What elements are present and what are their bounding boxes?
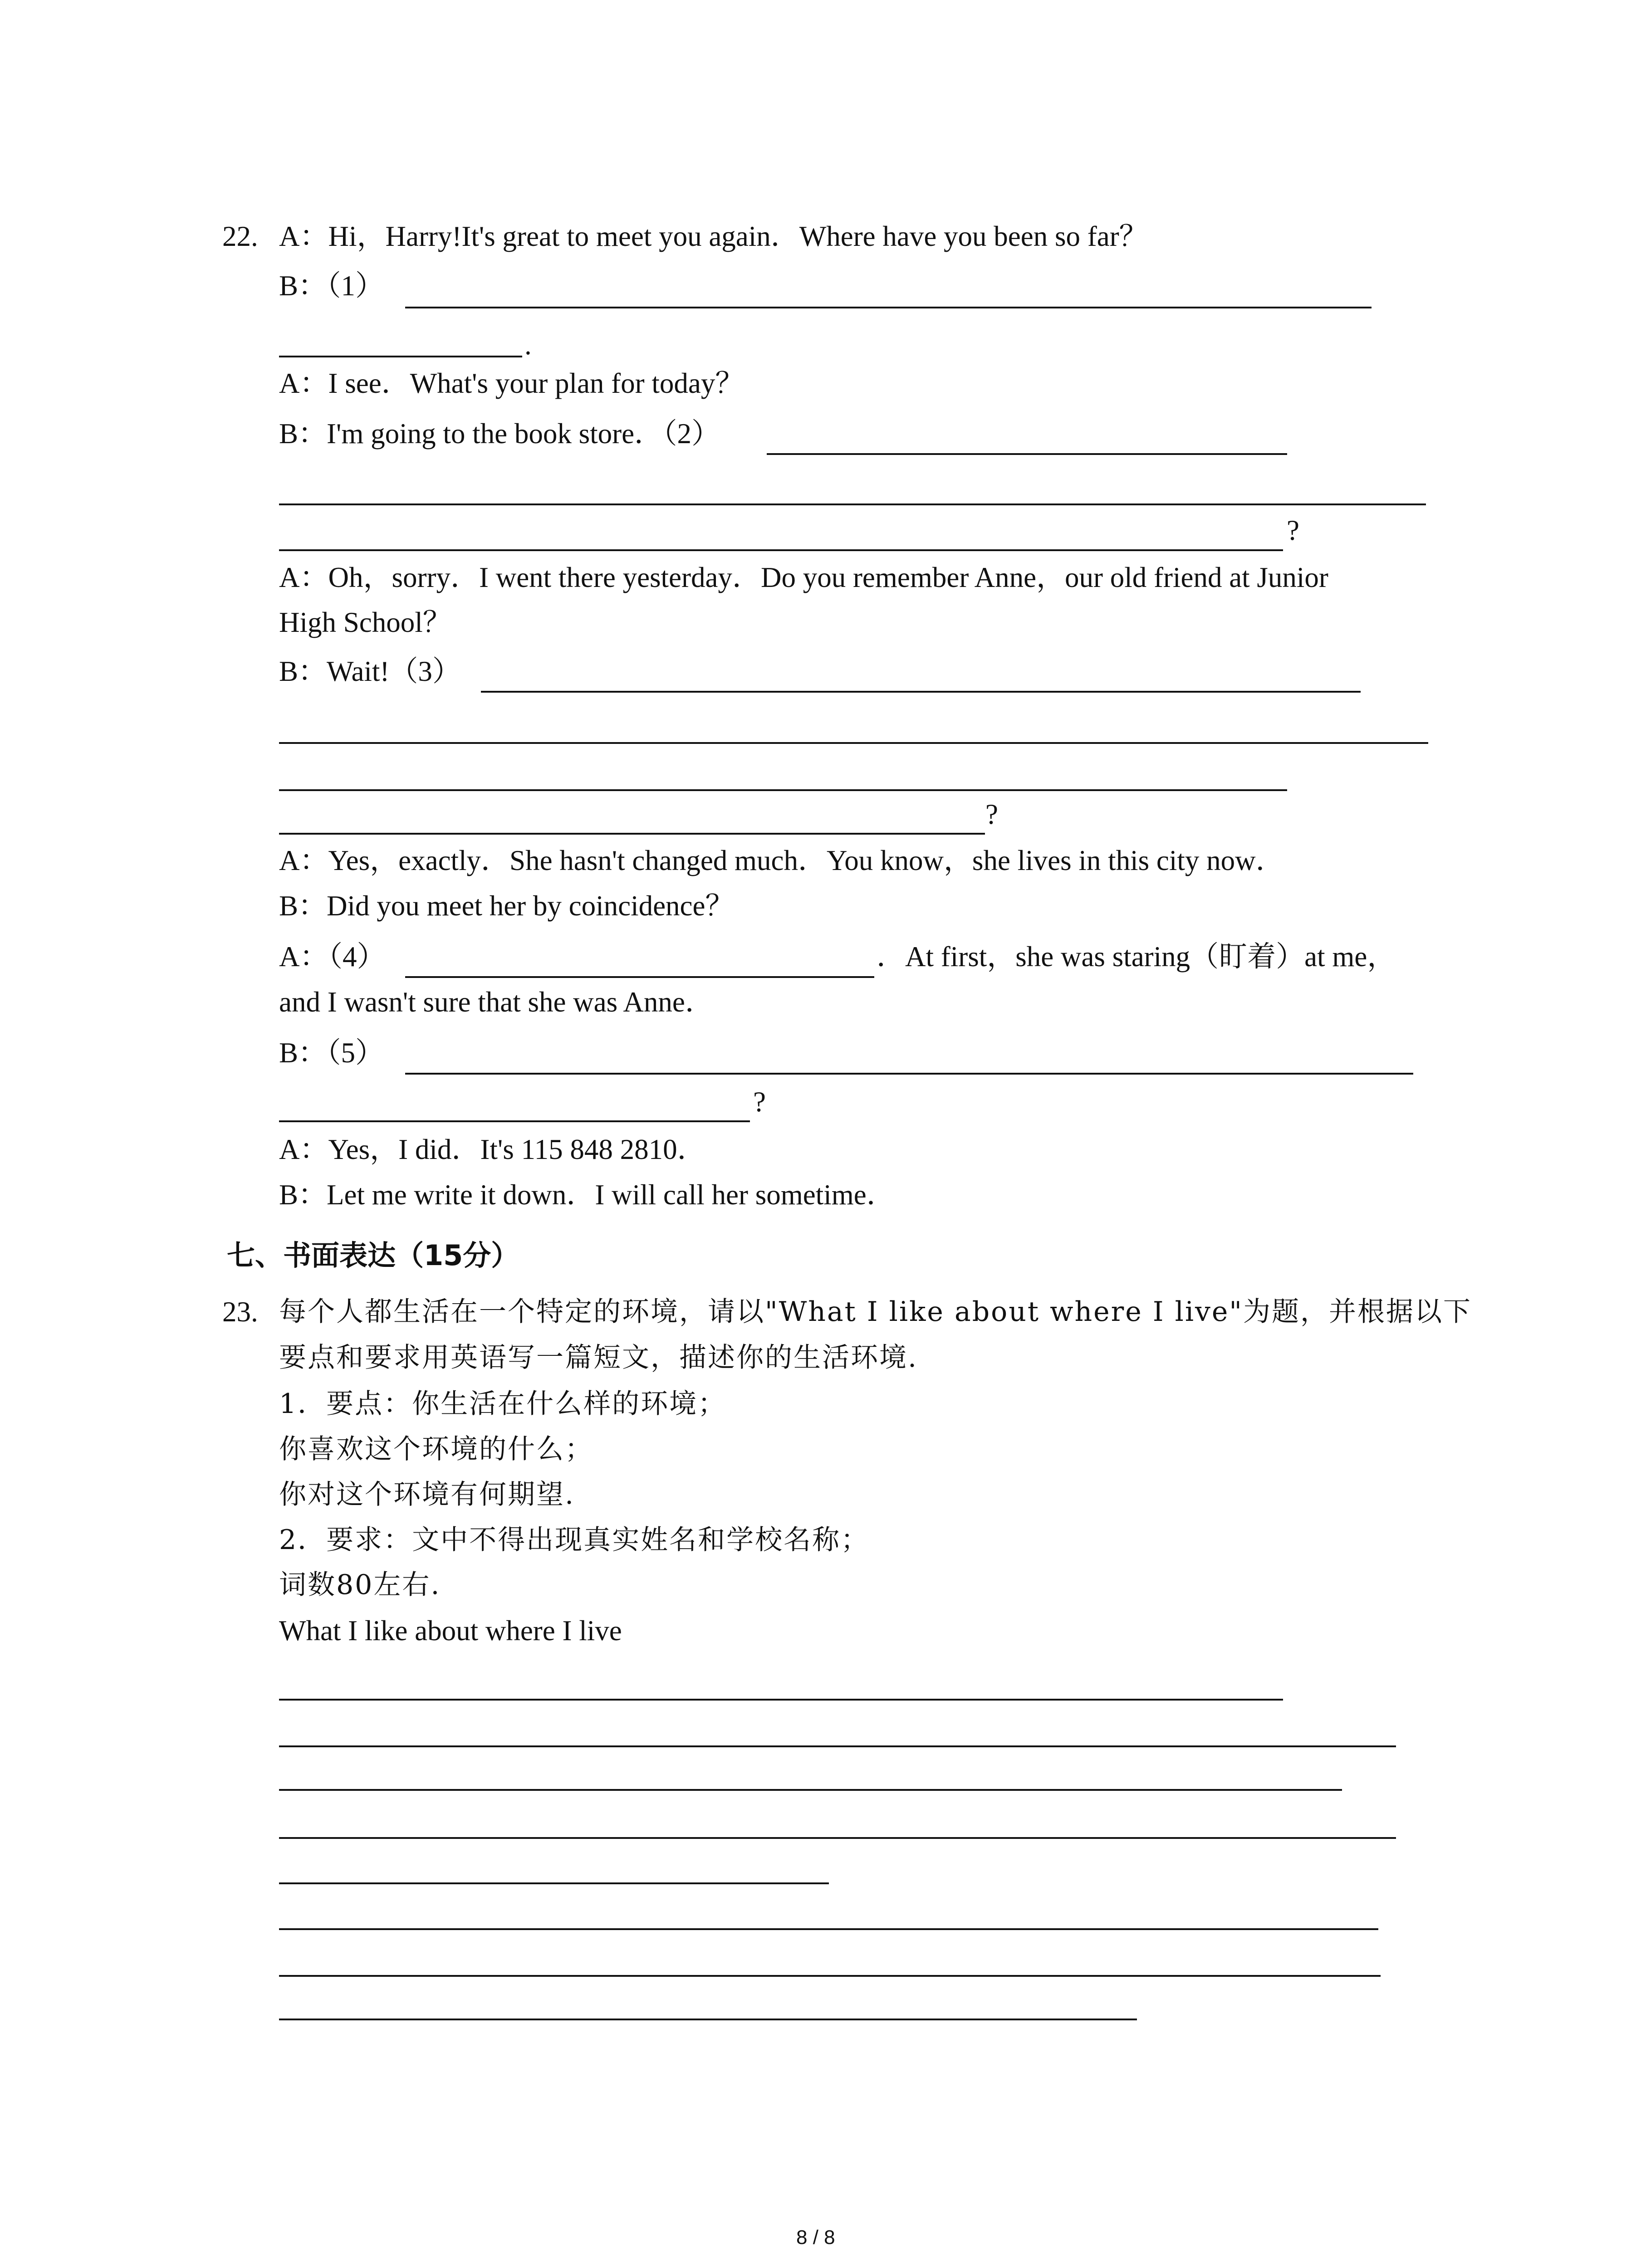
- blank-3b[interactable]: [279, 742, 1428, 744]
- q22-line-b4: B：Did you meet her by coincidence？: [279, 890, 734, 922]
- essay-line-3[interactable]: [279, 1789, 1342, 1791]
- q22-b1-prompt: B：（1）: [279, 270, 384, 302]
- q22-line-a1: A：Hi，Harry!It's great to meet you again．Where have you been so far？: [279, 220, 1148, 252]
- q23-requirement-3: 你对这个环境有何期望.: [279, 1479, 575, 1510]
- essay-line-8[interactable]: [279, 2019, 1137, 2020]
- blank-4[interactable]: [405, 976, 874, 978]
- q22-line-a6: A：Yes，I did．It's 115 848 2810．: [279, 1134, 706, 1165]
- q23-requirement-1: 1．要点：你生活在什么样的环境；: [279, 1388, 727, 1420]
- q23-requirement-4: 2．要求：文中不得出现真实姓名和学校名称；: [279, 1524, 870, 1556]
- blank-3-question-mark: ?: [985, 798, 998, 830]
- q22-line-a3b: High School？: [279, 606, 451, 638]
- blank-1a[interactable]: [405, 307, 1372, 308]
- q23-requirement-2: 你喜欢这个环境的什么；: [279, 1433, 593, 1465]
- blank-2-question-mark: ?: [1287, 514, 1299, 546]
- section-7-heading: 七、书面表达（15分）: [227, 1239, 519, 1272]
- essay-line-6[interactable]: [279, 1928, 1378, 1930]
- q22-line-a4: A：Yes，exactly．She hasn't changed much．You know，she lives in this city now．: [279, 845, 1284, 876]
- page-number: 8 / 8: [796, 2226, 835, 2248]
- essay-line-7[interactable]: [279, 1975, 1381, 1977]
- essay-line-4[interactable]: [279, 1837, 1396, 1839]
- q22-line-a3a: A：Oh，sorry．I went there yesterday．Do you remember Anne，our old friend at Junior: [279, 562, 1328, 593]
- q22-line-a5b: and I wasn't sure that she was Anne．: [279, 986, 714, 1018]
- q22-line-a2: A：I see．What's your plan for today？: [279, 367, 744, 399]
- q23-requirement-5: 词数80左右.: [279, 1569, 441, 1601]
- blank-1b[interactable]: [279, 356, 522, 357]
- q23-prompt-line-1: 每个人都生活在一个特定的环境，请以"What I like about where I live"为题，并根据以下: [279, 1296, 1472, 1328]
- blank-2c[interactable]: [279, 549, 1283, 551]
- blank-3d[interactable]: [279, 833, 985, 835]
- blank-3a[interactable]: [481, 691, 1361, 693]
- blank-5b[interactable]: [279, 1120, 750, 1122]
- blank-3c[interactable]: [279, 789, 1287, 791]
- q22-number: 22.: [222, 220, 258, 252]
- q23-essay-title: What I like about where I live: [279, 1615, 622, 1647]
- q22-a4-prompt: A：（4）: [279, 941, 386, 973]
- q22-line-b6: B：Let me write it down．I will call her sometime．: [279, 1179, 895, 1211]
- blank-2a[interactable]: [767, 453, 1287, 455]
- blank-5a[interactable]: [405, 1073, 1413, 1075]
- q22-b2-prompt: B：I'm going to the book store．（2）: [279, 418, 720, 450]
- q23-number: 23.: [222, 1296, 258, 1328]
- q22-b3-prompt: B：Wait!（3）: [279, 655, 461, 687]
- q22-a4-continuation: ．At first，she was staring（盯着）at me，: [877, 941, 1396, 973]
- blank-2b[interactable]: [279, 503, 1426, 505]
- blank-5-question-mark: ?: [753, 1086, 766, 1118]
- essay-line-2[interactable]: [279, 1745, 1396, 1747]
- q22-b5-prompt: B：（5）: [279, 1037, 384, 1069]
- q23-prompt-line-2: 要点和要求用英语写一篇短文，描述你的生活环境.: [279, 1342, 918, 1374]
- essay-line-5[interactable]: [279, 1882, 829, 1884]
- essay-line-1[interactable]: [279, 1699, 1283, 1701]
- blank-1-period: .: [524, 329, 532, 361]
